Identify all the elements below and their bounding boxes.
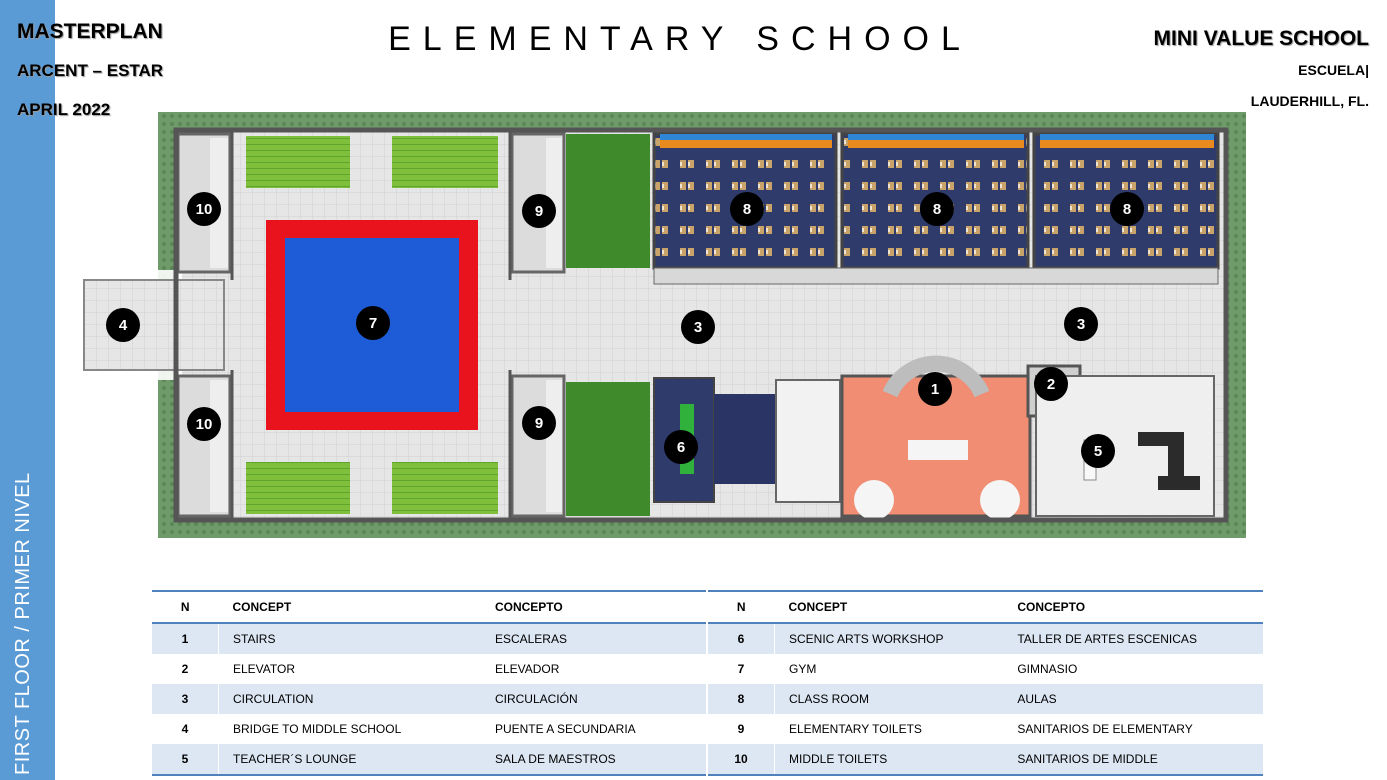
header-n: N [708, 591, 775, 623]
plan-marker-2: 2 [1034, 367, 1068, 401]
legend-row [708, 744, 1263, 775]
legend-concept: BRIDGE TO MIDDLE SCHOOL [219, 714, 481, 744]
legend-concept: CLASS ROOM [775, 684, 1004, 714]
lawn-bottom-right [392, 462, 498, 514]
legend-concept: STAIRS [219, 623, 481, 654]
plan-marker-8: 8 [730, 192, 764, 226]
legend-concept: CIRCULATION [219, 684, 481, 714]
legend-concept: MIDDLE TOILETS [775, 744, 1004, 775]
legend-row [708, 654, 1263, 684]
legend-concepto: AULAS [1003, 684, 1263, 714]
date-label: APRIL 2022 [17, 100, 111, 119]
legend-concept: SCENIC ARTS WORKSHOP [775, 623, 1004, 654]
legend-row [708, 684, 1263, 714]
lawn-top-left [246, 136, 350, 188]
legend-row [152, 744, 706, 775]
project-location: LAUDERHILL, FL. [1250, 93, 1369, 109]
legend-concept: TEACHER´S LOUNGE [219, 744, 481, 775]
seating-left [854, 480, 894, 520]
legend-number: 3 [152, 684, 219, 714]
legend-concept: GYM [775, 654, 1004, 684]
legend-row [708, 623, 1263, 654]
toilet-stalls-bottom-right [546, 380, 562, 512]
legend-table-left [152, 590, 706, 776]
scenic-arts-workshop [714, 394, 776, 484]
legend-row [152, 654, 706, 684]
plan-marker-8: 8 [1110, 192, 1144, 226]
plan-marker-5: 5 [1081, 434, 1115, 468]
legend-table-right [708, 590, 1263, 776]
locker-tops-2 [848, 134, 1024, 140]
plan-marker-8: 8 [920, 192, 954, 226]
garden-top [566, 134, 650, 268]
bridge-to-middle-school [84, 280, 224, 370]
firm-label: ARCENT – ESTAR [17, 61, 164, 80]
project-name: MINI VALUE SCHOOL [1153, 27, 1369, 50]
legend-header-row [152, 591, 706, 623]
plan-marker-3: 3 [1064, 307, 1098, 341]
teachers-lounge [1036, 376, 1214, 516]
floor-label: FIRST FLOOR / PRIMER NIVEL [12, 472, 34, 775]
legend-number: 6 [708, 623, 775, 654]
legend-header-row [708, 591, 1263, 623]
plan-marker-9: 9 [522, 406, 556, 440]
plan-marker-10: 10 [187, 407, 221, 441]
seating-right [980, 480, 1020, 520]
legend-concepto: GIMNASIO [1017, 662, 1078, 676]
lawn-bottom-left [246, 462, 350, 514]
legend-concepto: ESCALERAS [481, 623, 706, 654]
plan-marker-3: 3 [681, 310, 715, 344]
legend-concepto: PUENTE A SECUNDARIA [494, 722, 636, 736]
plan-marker-7: 7 [356, 306, 390, 340]
legend-concept: ELEMENTARY TOILETS [775, 714, 1004, 744]
legend-row [152, 684, 706, 714]
legend-number: 2 [181, 662, 189, 676]
plan-marker-9: 9 [522, 194, 556, 228]
legend-row [708, 714, 1263, 744]
toilet-stalls-bottom-left [210, 380, 228, 512]
legend-number: 1 [152, 623, 219, 654]
locker-tops-1 [660, 134, 832, 140]
garden-bottom [566, 382, 650, 516]
classroom-corridor-wall [654, 268, 1218, 284]
header-concepto: CONCEPTO [1003, 591, 1263, 623]
lawn-top-right [392, 136, 498, 188]
legend-concepto: TALLER DE ARTES ESCENICAS [1003, 623, 1263, 654]
legend-number: 9 [737, 722, 745, 736]
legend-number: 10 [708, 744, 775, 775]
locker-tops-3 [1040, 134, 1214, 140]
page-title: ELEMENTARY SCHOOL [388, 20, 972, 58]
plan-marker-1: 1 [918, 372, 952, 406]
legend-number: 5 [152, 744, 219, 775]
plan-marker-6: 6 [664, 430, 698, 464]
project-subtitle: ESCUELA| [1298, 62, 1369, 78]
sofa-bottom [1158, 476, 1200, 490]
legend-row [152, 623, 706, 654]
legend-concepto: CIRCULACIÓN [481, 684, 706, 714]
legend-concepto: ELEVADOR [494, 662, 560, 676]
masterplan-label: MASTERPLAN [17, 20, 163, 43]
plan-marker-10: 10 [187, 192, 221, 226]
scenic-arts-room [776, 380, 840, 502]
legend-row [152, 714, 706, 744]
legend-concepto: SANITARIOS DE ELEMENTARY [1017, 722, 1193, 736]
legend-concepto: SALA DE MAESTROS [481, 744, 706, 775]
legend-number: 7 [737, 662, 745, 676]
header-concept: CONCEPT [219, 591, 481, 623]
legend-number: 8 [708, 684, 775, 714]
header-concepto: CONCEPTO [481, 591, 706, 623]
legend-number: 4 [181, 722, 189, 736]
header-n: N [152, 591, 219, 623]
header-concept: CONCEPT [775, 591, 1004, 623]
reception-desk [908, 440, 968, 460]
plan-marker-4: 4 [106, 308, 140, 342]
legend-concepto: SANITARIOS DE MIDDLE [1003, 744, 1263, 775]
legend-concept: ELEVATOR [219, 654, 481, 684]
